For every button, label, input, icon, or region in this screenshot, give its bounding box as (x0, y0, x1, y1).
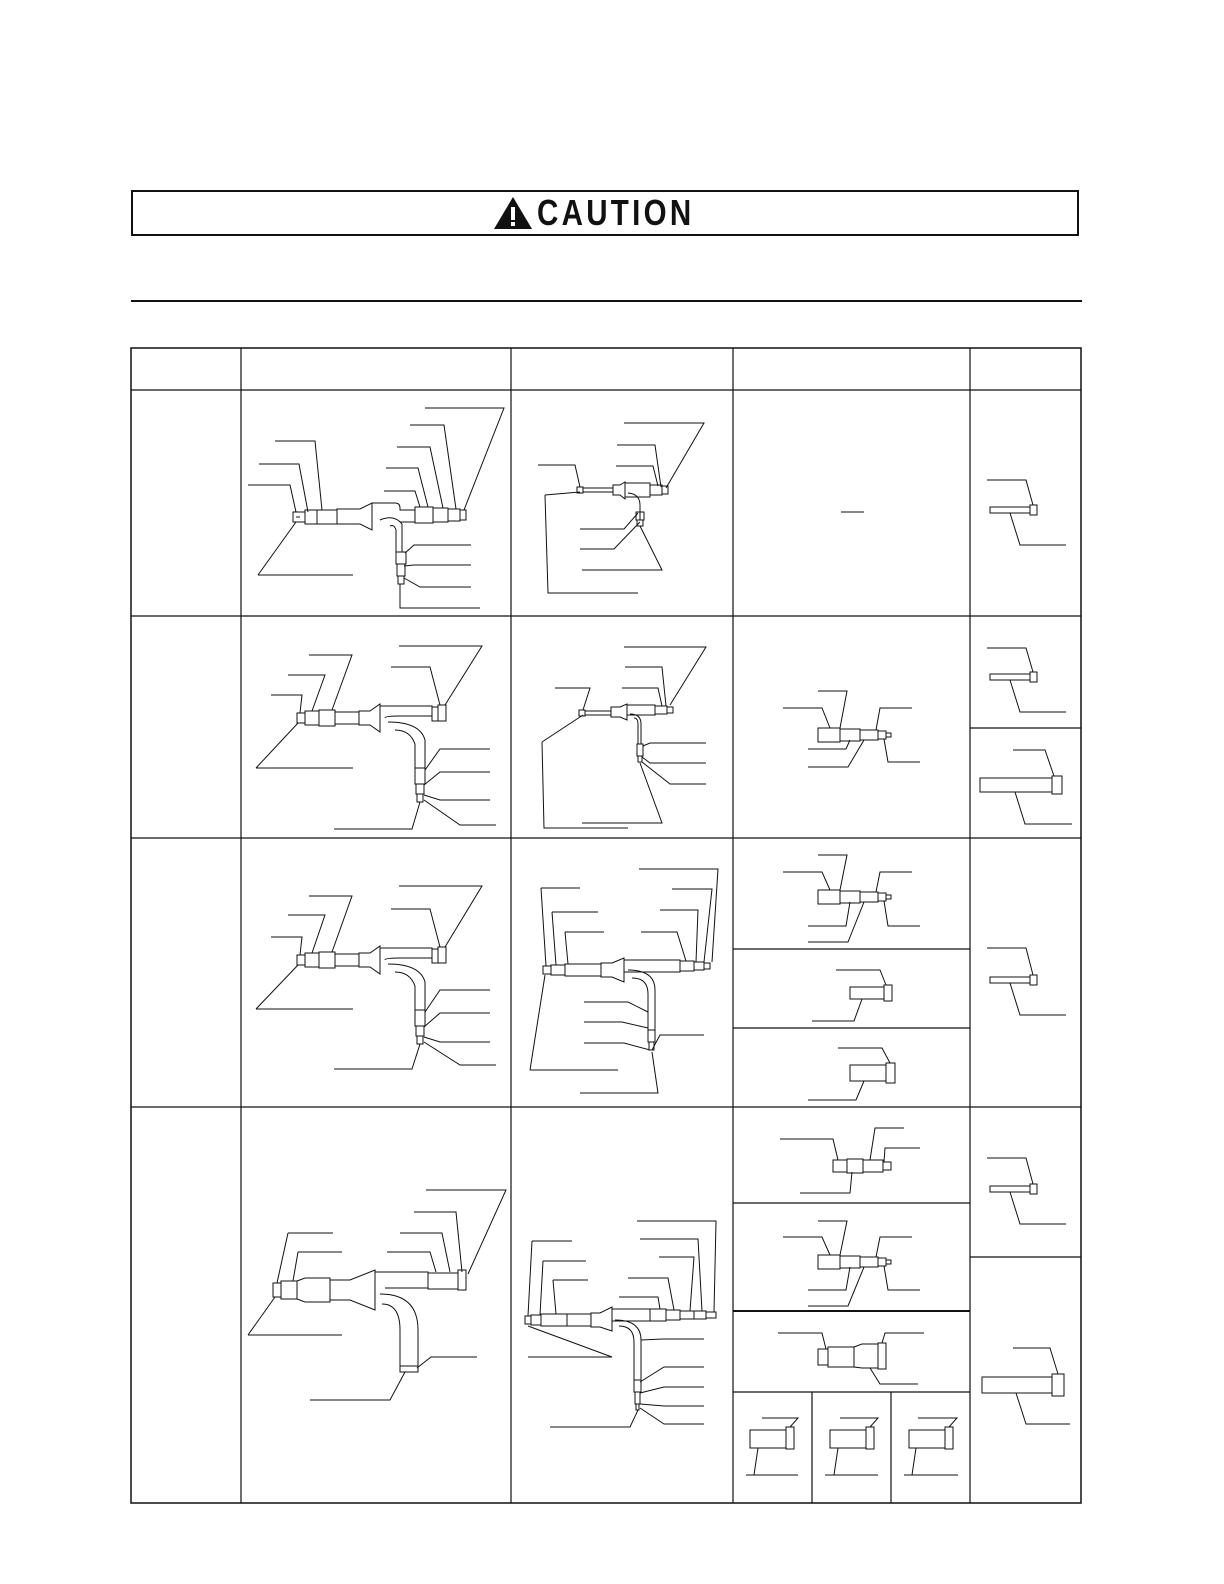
reducer-pipe-r3-c4-bottom (808, 1048, 895, 1100)
reducer-pipe-r4-c4-c (778, 1333, 924, 1384)
table-frame (131, 348, 1081, 1503)
branch-pipe-r3-c3 (530, 869, 718, 1093)
reducer-pipe-r4-c4-d (746, 1418, 798, 1475)
branch-pipe-r4-c2 (248, 1190, 506, 1400)
reducer-pipe-r2-c5-bottom (980, 750, 1072, 824)
reducer-pipe-r4-c5-bottom (982, 1348, 1070, 1424)
caution-label: CAUTION (537, 192, 695, 233)
reducer-pipe-r1-c5 (987, 480, 1066, 545)
branch-pipe-r2-c3 (542, 647, 706, 828)
branch-pipe-r3-c2 (256, 886, 496, 1069)
branch-pipe-r1-c3 (538, 423, 704, 593)
reducer-pipe-r3-c4-top (783, 855, 920, 942)
reducer-pipe-r4-c4-f (904, 1418, 958, 1475)
reducer-pipe-r3-c5 (987, 948, 1066, 1015)
branch-pipe-r4-c3 (525, 1221, 716, 1427)
reducer-pipe-r2-c5-top (987, 648, 1066, 712)
reducer-pipe-r4-c4-b (783, 1221, 920, 1306)
branch-pipe-r1-c2 (248, 408, 504, 608)
reducer-pipe-r2-c4 (783, 691, 920, 767)
reducer-pipe-r4-c5-top (987, 1158, 1066, 1224)
reducer-pipe-r4-c4-e (825, 1418, 878, 1475)
reducer-pipe-r3-c4-mid (812, 970, 892, 1021)
branch-pipe-r2-c2 (256, 646, 496, 829)
reducer-pipe-r4-c4-a (780, 1128, 920, 1193)
